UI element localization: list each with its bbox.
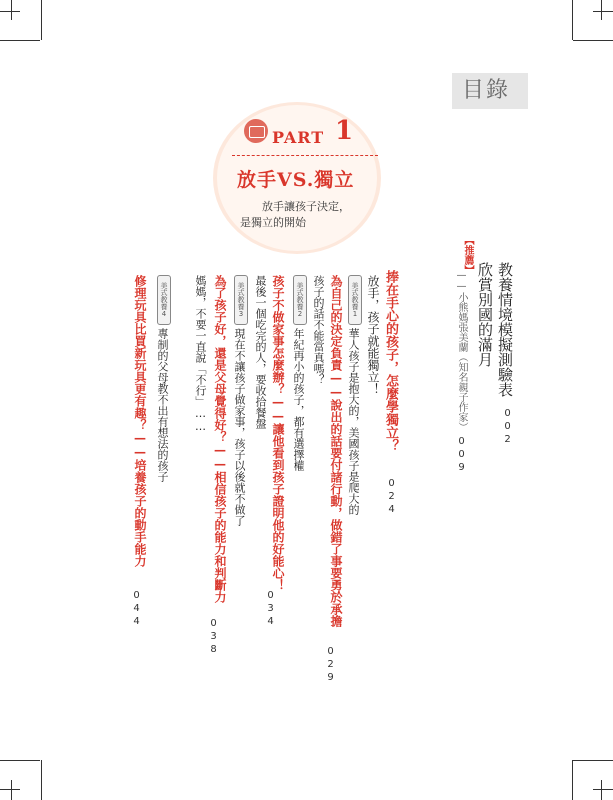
part-divider — [232, 155, 378, 156]
crop-mark-tl-v — [41, 0, 42, 40]
crop-mark-tl-h2 — [0, 11, 20, 12]
part-subtitle-line2: 是獨立的開始 — [240, 216, 306, 229]
toc-heading-label: 目錄 — [462, 78, 511, 103]
part-title: 放手VS.獨立 — [237, 169, 355, 191]
article2-tag: 美式教養2 — [293, 275, 307, 325]
article1-extra: 孩子的話不能當真嗎？ — [312, 275, 325, 385]
article3-text: 現在不讓孩子做家事，孩子以後就不做了 — [233, 328, 246, 526]
article3-extra1: 媽媽，不要一直說「不行」…… — [194, 275, 207, 433]
toc-item-moon-page: 009 — [456, 436, 467, 475]
crop-mark-bl-v — [41, 760, 42, 800]
crop-mark-bl-h2 — [0, 789, 20, 790]
article1-text: 華人孩子是抱大的，美國孩子是爬大的 — [347, 328, 360, 515]
crop-mark-br-h — [573, 760, 613, 761]
toc-item-quiz-title[interactable]: 教養情境模擬測驗表 — [496, 262, 514, 397]
crop-mark-br-v — [572, 760, 573, 800]
toc-item-quiz-page: 002 — [502, 408, 513, 447]
toc-item-moon-title[interactable]: 欣賞別國的滿月 — [476, 262, 494, 367]
crop-mark-bl-h — [0, 760, 40, 761]
article4-page: 044 — [131, 590, 142, 629]
section-heading[interactable]: 捧在手心的孩子，怎麼學獨立？ — [383, 270, 398, 452]
crop-mark-br-v2 — [601, 780, 602, 800]
section-line1: 放手，孩子就能獨立！ — [366, 275, 380, 395]
crop-mark-tr-h2 — [593, 11, 613, 12]
article2-text: 年紀再小的孩子，都有選擇權 — [292, 328, 305, 471]
crop-mark-bl-v2 — [11, 780, 12, 800]
article1-page: 029 — [325, 646, 336, 685]
crop-mark-tl-v2 — [11, 0, 12, 20]
article1-tag: 美式教養1 — [348, 275, 362, 325]
article2-page: 034 — [265, 590, 276, 629]
toc-item-moon-author: ——小熊媽張美蘭（知名親子作家） — [456, 270, 467, 432]
crop-mark-tl-h — [0, 40, 40, 41]
toc-heading-tab — [452, 73, 528, 109]
crop-mark-tr-h — [573, 40, 613, 41]
article2-title[interactable]: 孩子不做家事怎麼辦？——讓他看到孩子證明他的好能心！ — [271, 275, 285, 591]
part-subtitle-line1: 放手讓孩子決定， — [262, 200, 350, 213]
part-number: 1 — [335, 116, 354, 146]
article3-page: 038 — [208, 618, 219, 657]
article4-title[interactable]: 修理玩具比買新玩具更有趣？——培養孩子的動手能力 — [133, 275, 147, 567]
book-icon — [244, 119, 268, 143]
crop-mark-tr-v — [572, 0, 573, 40]
recommend-tag: 【推薦】 — [462, 235, 473, 275]
article4-tag: 美式教養4 — [157, 275, 171, 325]
article2-extra: 最後一個吃完的人，要收拾餐盤 — [254, 275, 267, 429]
article3-title[interactable]: 為了孩子好，還是父母覺得好？——相信孩子的能力和判斷力 — [213, 275, 227, 603]
crop-mark-tr-v2 — [601, 0, 602, 20]
section-heading-page: 024 — [386, 478, 397, 517]
crop-mark-br-h2 — [593, 789, 613, 790]
part-label: PART — [272, 128, 325, 147]
article4-text: 專制的父母教不出有想法的孩子 — [156, 328, 169, 482]
article3-tag: 美式教養3 — [234, 275, 248, 325]
article1-title[interactable]: 為自己的決定負責——說出的話要付諸行動，做錯了事要勇於承擔 — [329, 275, 343, 627]
